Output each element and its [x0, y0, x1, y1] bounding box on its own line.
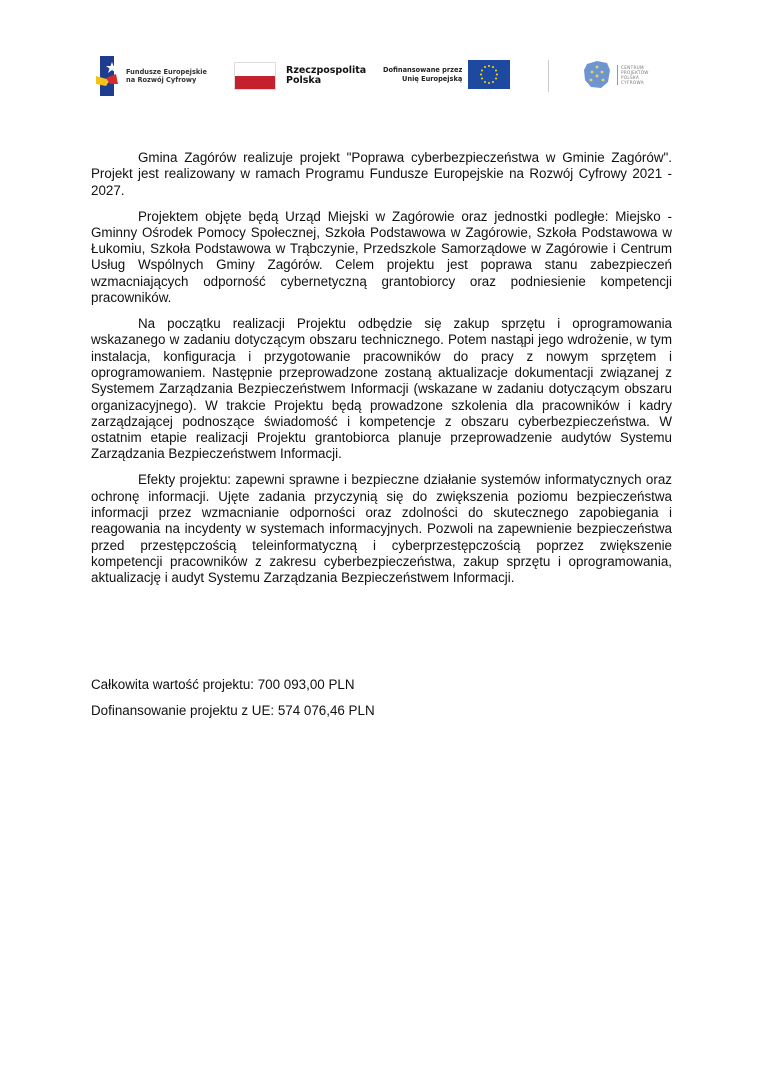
- project-summary: [91, 677, 375, 729]
- fe-logo-line1: Fundusze Europejskie: [126, 68, 207, 76]
- logo-bar: [96, 52, 666, 100]
- cppc-logo-text: [617, 65, 649, 86]
- document-body: [91, 150, 672, 596]
- eu-logo-line2: Unię Europejską: [402, 74, 463, 83]
- logo-divider: [548, 60, 549, 92]
- rp-logo-line2: Polska: [286, 75, 322, 86]
- fe-logo-text: [126, 68, 207, 84]
- rp-logo-line1: Rzeczpospolita: [286, 65, 367, 76]
- cppc-logo-line1: CENTRUM: [621, 64, 644, 70]
- logo-centrum-projektow-polska-cyfrowa: [583, 60, 649, 90]
- total-project-value: Całkowita wartość projektu: 700 093,00 PLN: [91, 677, 355, 692]
- logo-fundusze-europejskie: [96, 56, 207, 96]
- cppc-logo-line4: CYFROWA: [621, 80, 644, 86]
- paragraph-intro: Gmina Zagórów realizuje projekt "Poprawa cyberbezpieczeństwa w Gminie Zagórów". Projekt jest realizowany w ramach Programu Fundusze Europejskie na Rozwój Cyfrowy 2021 - 2027.: [91, 150, 672, 198]
- logo-dofinansowane-ue: [383, 60, 510, 89]
- eu-flag-icon: [468, 60, 510, 89]
- eu-funding-value: Dofinansowanie projektu z UE: 574 076,46 PLN: [91, 702, 375, 718]
- fe-logo-line2: na Rozwój Cyfrowy: [126, 76, 197, 84]
- paragraph-implementation: Na początku realizacji Projektu odbędzie się zakup sprzętu i oprogramowania wskazanego w zadaniu dotyczącym obszaru technicznego. Potem nastąpi jego wdrożenie, w tym instalacja, konfiguracja i przygotowanie pracowników do pracy z nowym sprzętem i oprogramowaniem. Następnie przeprowadzone zostaną aktualizacje dokumentacji związanej z Systemem Zarządzania Bezpieczeństwem Informacji (wskazane w zadaniu dotyczącym obszaru organizacyjnego). W trakcie Projektu będą prowadzone szkolenia dla pracowników i kadry zarządzającej podnoszące świadomość i kompetencje z obszaru cyberbezpieczeństwa. W ostatnim etapie realizacji Projektu grantobiorca planuje przeprowadzenie audytów Systemu Zarządzania Bezpieczeństwem Informacji.: [91, 316, 672, 462]
- cppc-logo-line3: POLSKA: [621, 75, 640, 80]
- eu-logo-line1: Dofinansowane przez: [383, 65, 463, 74]
- rp-logo-text: [286, 66, 366, 86]
- cppc-map-icon: [583, 60, 611, 90]
- paragraph-scope: Projektem objęte będą Urząd Miejski w Zagórowie oraz jednostki podległe: Miejsko - Gminny Ośrodek Pomocy Społecznej, Szkoła Podstawowa w Zagórowie, Szkoła Podstawowa w Łukomiu, Szkoła Podstawowa w Trąbczynie, Przedszkole Samorządowe w Zagórowie i Centrum Usług Wspólnych Gminy Zagórów. Celem projektu jest poprawa stanu zabezpieczeń wzmacniających odporność cybernetyczną grantobiorcy oraz podniesienie kompetencji pracowników.: [91, 208, 672, 306]
- paragraph-effects: Efekty projektu: zapewni sprawne i bezpieczne działanie systemów informatycznych oraz ochronę informacji. Ujęte zadania przyczynią się do zwiększenia poziomu bezpieczeństwa informacji przez wzmacnianie odporności oraz zdolności do skutecznego zapobiegania i reagowania na incydenty w systemach informacyjnych. Pozwoli na zapewnienie bezpieczeństwa przed przestępczością teleinformatyczną i cyberprzestępczością poprzez zwiększenie kompetencji pracowników z zakresu cyberbezpieczeństwa, zakup sprzętu i oprogramowania, aktualizację i audyt Systemu Zarządzania Bezpieczeństwem Informacji.: [91, 472, 672, 586]
- fe-emblem-icon: [96, 56, 120, 96]
- polish-flag-icon: [234, 62, 276, 90]
- eu-logo-text: [383, 66, 462, 84]
- cppc-logo-line2: PROJEKTÓW: [621, 69, 649, 75]
- logo-rzeczpospolita-polska: [234, 62, 366, 90]
